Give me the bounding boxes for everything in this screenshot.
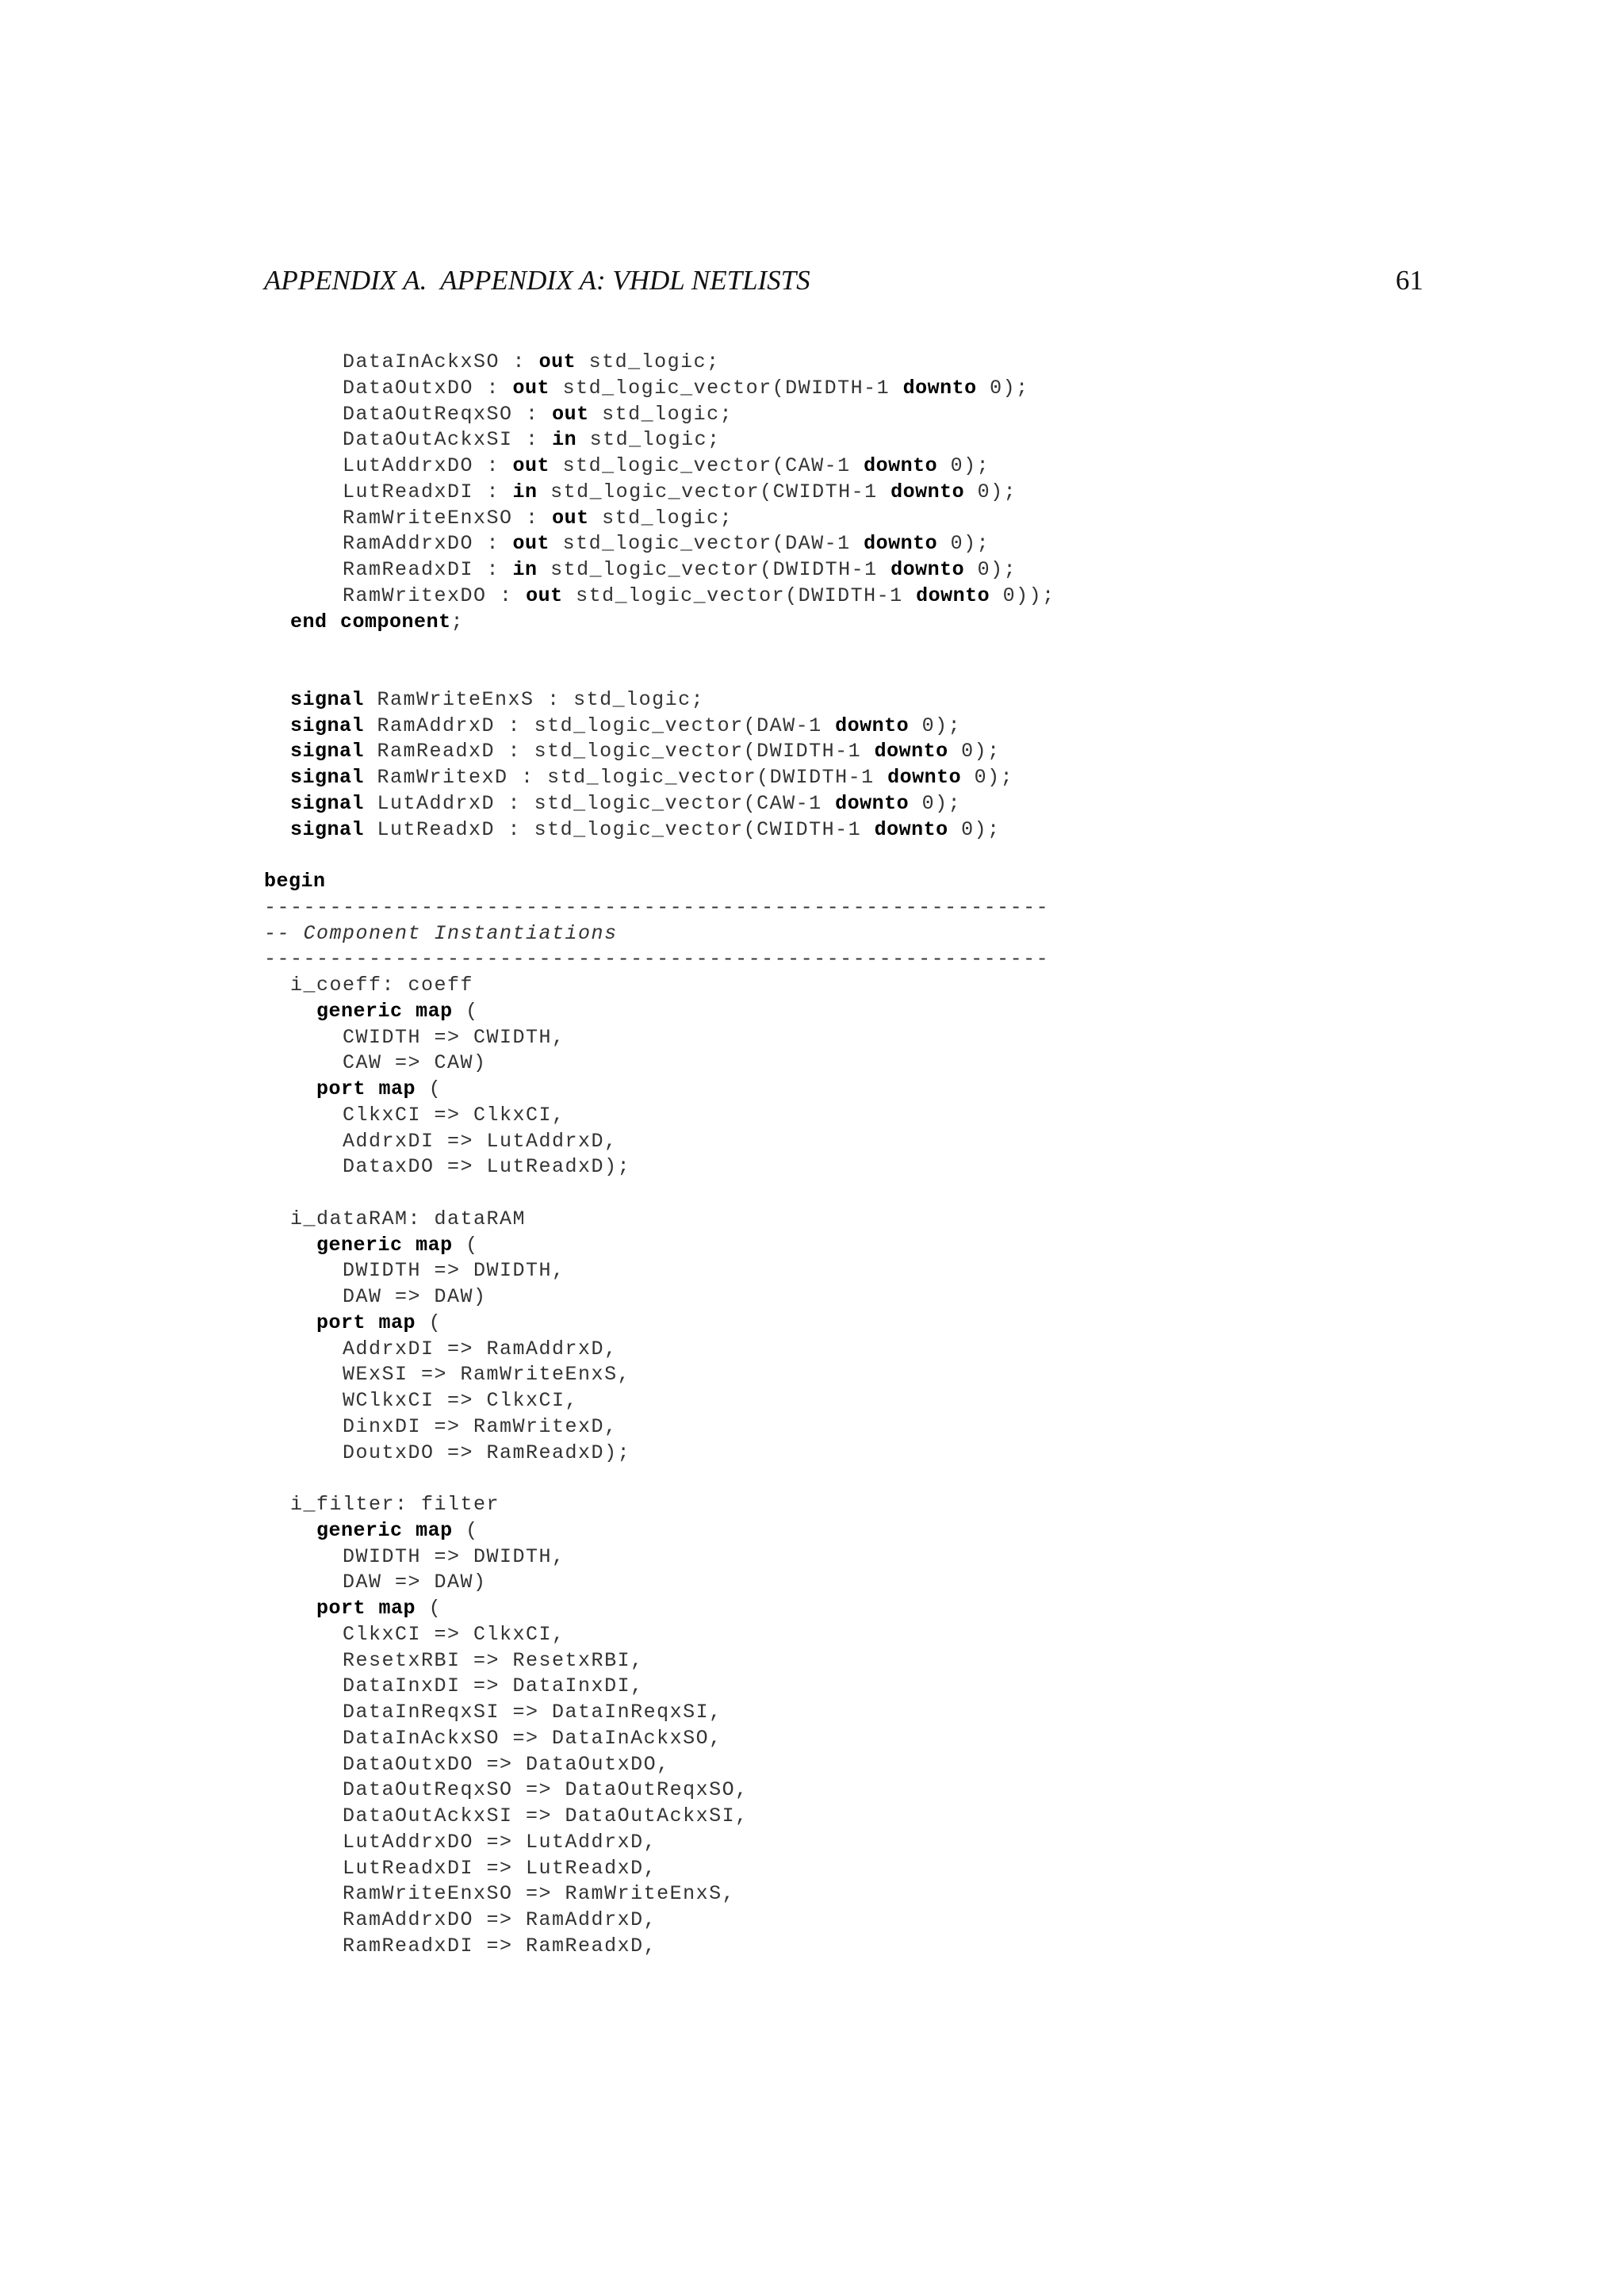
code-line: AddrxDI => RamAddrxD, xyxy=(264,1337,618,1360)
code-line: RamReadxDI => RamReadxD, xyxy=(264,1934,657,1957)
code-line xyxy=(264,1181,1055,1207)
code-line: -- Component Instantiations xyxy=(264,921,618,945)
code-line: ResetxRBI => ResetxRBI, xyxy=(264,1648,644,1672)
page-number: 61 xyxy=(1396,265,1423,296)
code-line: DWIDTH => DWIDTH, xyxy=(264,1544,565,1568)
code-line xyxy=(264,661,1055,687)
code-line: AddrxDI => LutAddrxD, xyxy=(264,1129,618,1153)
code-line: LutAddrxDO => LutAddrxD, xyxy=(264,1830,657,1854)
vhdl-code-listing xyxy=(264,350,1055,1960)
code-line: LutAddrxDO : out std_logic_vector(CAW-1 downto 0); xyxy=(264,454,990,477)
code-line: LutReadxDI => LutReadxD, xyxy=(264,1856,657,1880)
code-line: ------------------------------------------------------------ xyxy=(264,947,1050,971)
code-line: DataInAckxSO : out std_logic; xyxy=(264,350,720,373)
code-line: RamReadxDI : in std_logic_vector(DWIDTH-1 downto 0); xyxy=(264,558,1017,581)
code-line: i_filter: filter xyxy=(264,1493,500,1516)
code-line: signal LutReadxD : std_logic_vector(CWIDTH-1 downto 0); xyxy=(290,817,1001,841)
code-line xyxy=(264,843,1055,869)
code-line: signal LutAddrxD : std_logic_vector(CAW-1 downto 0); xyxy=(290,791,962,815)
code-line: generic map ( xyxy=(316,999,479,1023)
code-line: ClkxCI => ClkxCI, xyxy=(264,1622,565,1646)
code-line: DinxDI => RamWritexD, xyxy=(264,1414,618,1438)
code-line: DAW => DAW) xyxy=(264,1285,487,1308)
code-line: generic map ( xyxy=(316,1233,479,1257)
code-line: DataOutReqxSO : out std_logic; xyxy=(264,402,733,426)
code-line: WClkxCI => ClkxCI, xyxy=(264,1389,579,1412)
code-line: DWIDTH => DWIDTH, xyxy=(264,1259,565,1283)
code-line: DataOutAckxSI : in std_logic; xyxy=(264,428,721,452)
code-line: i_dataRAM: dataRAM xyxy=(264,1207,527,1230)
code-line: end component; xyxy=(290,610,465,633)
code-line: signal RamAddrxD : std_logic_vector(DAW-1 downto 0); xyxy=(290,714,962,737)
code-line: RamWritexDO : out std_logic_vector(DWIDTH-1 downto 0)); xyxy=(264,584,1055,607)
code-line: DataInAckxSO => DataInAckxSO, xyxy=(264,1726,722,1750)
code-line: DataOutAckxSI => DataOutAckxSI, xyxy=(264,1804,749,1827)
code-line: DataInReqxSI => DataInReqxSI, xyxy=(264,1701,722,1724)
code-line: RamAddrxDO => RamAddrxD, xyxy=(264,1908,657,1931)
code-line: CWIDTH => CWIDTH, xyxy=(264,1025,565,1049)
code-line: RamWriteEnxSO => RamWriteEnxS, xyxy=(264,1882,736,1906)
code-line: WExSI => RamWriteEnxS, xyxy=(264,1363,631,1387)
code-line: signal RamWritexD : std_logic_vector(DWIDTH-1 downto 0); xyxy=(290,766,1014,789)
code-line xyxy=(264,635,1055,661)
code-line xyxy=(264,1466,1055,1492)
code-line: port map ( xyxy=(316,1311,442,1334)
code-line: generic map ( xyxy=(316,1518,479,1542)
code-line: DataOutReqxSO => DataOutReqxSO, xyxy=(264,1778,749,1802)
code-line: signal RamWriteEnxS : std_logic; xyxy=(290,687,705,711)
running-title: APPENDIX A. APPENDIX A: VHDL NETLISTS xyxy=(264,265,810,296)
code-line: i_coeff: coeff xyxy=(264,974,474,997)
code-line: begin xyxy=(264,870,326,893)
code-line: DataOutxDO : out std_logic_vector(DWIDTH-1 downto 0); xyxy=(264,376,1029,400)
code-line: DataInxDI => DataInxDI, xyxy=(264,1674,644,1698)
code-line: DataxDO => LutReadxD); xyxy=(264,1155,631,1179)
code-line: port map ( xyxy=(316,1597,442,1620)
code-line: DAW => DAW) xyxy=(264,1571,487,1594)
code-line: LutReadxDI : in std_logic_vector(CWIDTH-1 downto 0); xyxy=(264,480,1017,503)
code-line: signal RamReadxD : std_logic_vector(DWIDTH-1 downto 0); xyxy=(290,740,1001,763)
code-line: DoutxDO => RamReadxD); xyxy=(264,1441,631,1464)
code-line: RamAddrxDO : out std_logic_vector(DAW-1 downto 0); xyxy=(264,532,990,556)
code-line: DataOutxDO => DataOutxDO, xyxy=(264,1752,670,1776)
code-line: RamWriteEnxSO : out std_logic; xyxy=(264,506,733,530)
code-line: port map ( xyxy=(316,1077,442,1100)
code-line: CAW => CAW) xyxy=(264,1051,487,1075)
code-line: ------------------------------------------------------------ xyxy=(264,895,1050,919)
page-header xyxy=(264,265,1423,304)
code-line: ClkxCI => ClkxCI, xyxy=(264,1103,565,1127)
